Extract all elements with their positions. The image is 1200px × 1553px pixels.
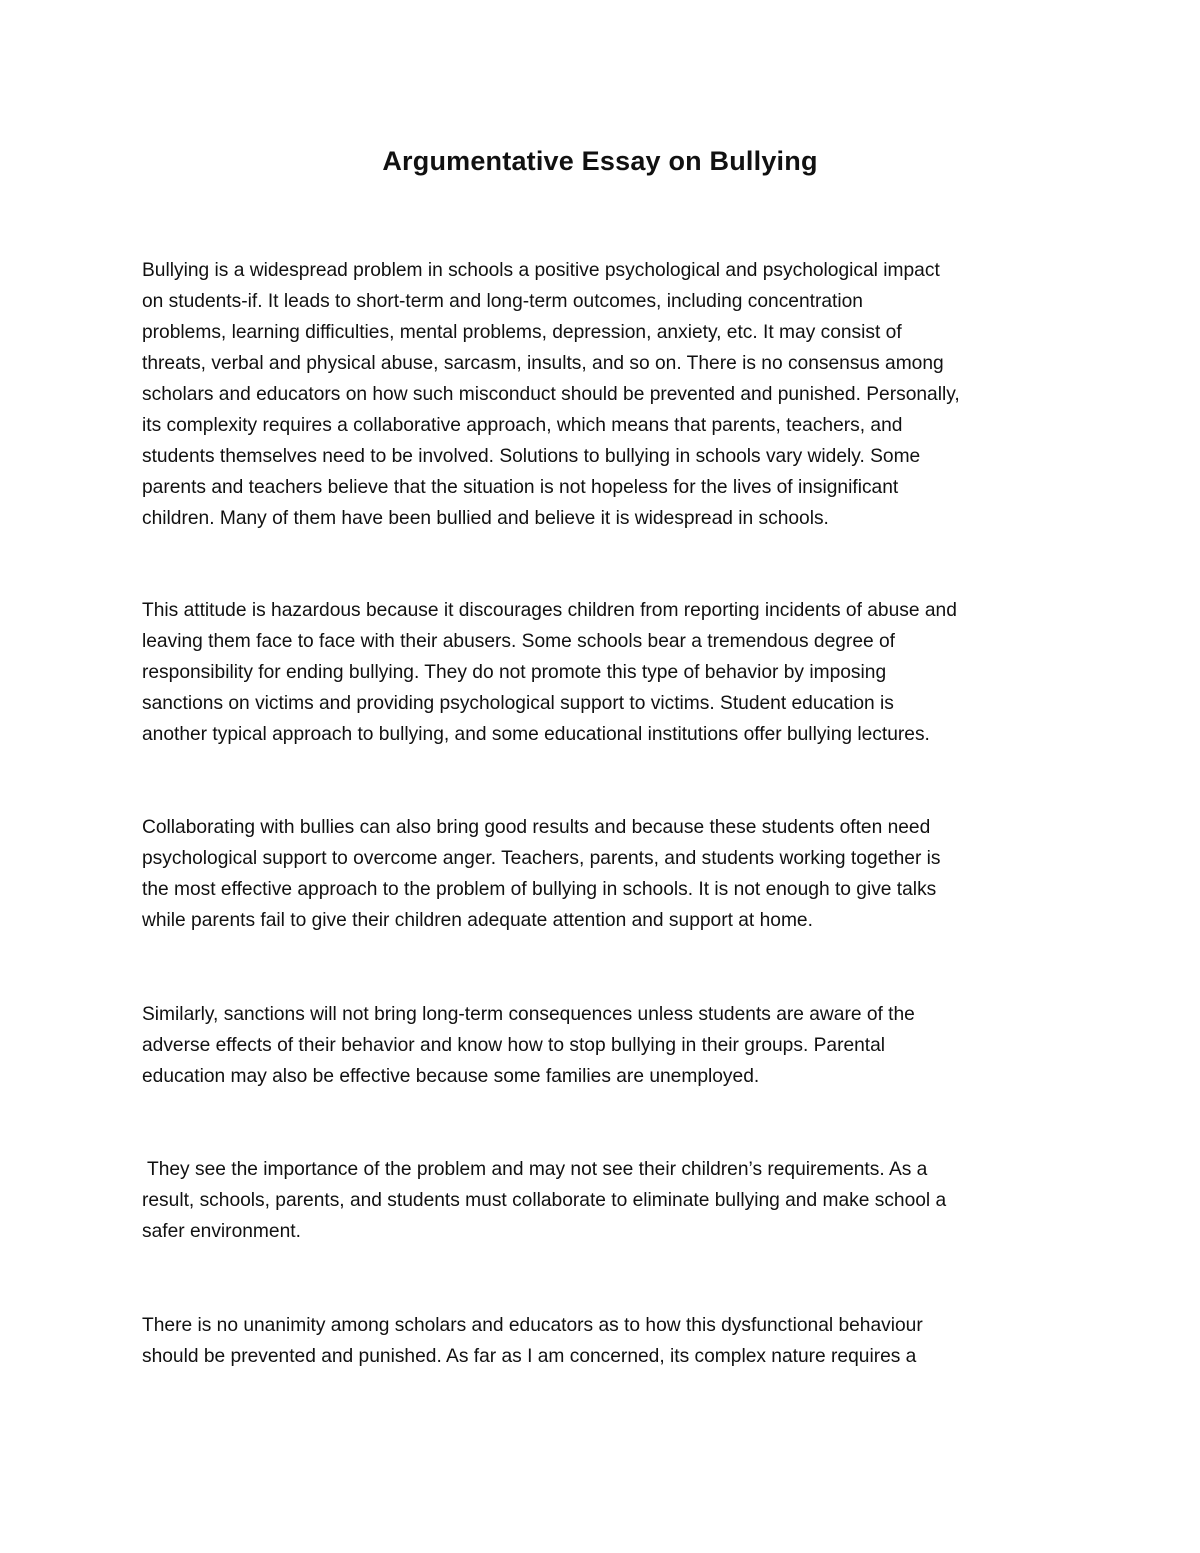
- text-line: adverse effects of their behavior and know how to stop bullying in their groups. Parental: [142, 1035, 886, 1056]
- text-line: another typical approach to bullying, and some educational institutions offer bullying lectures.: [142, 724, 930, 745]
- text-line: leaving them face to face with their abusers. Some schools bear a tremendous degree of: [142, 631, 895, 652]
- text-line: students themselves need to be involved. Solutions to bullying in schools vary widely. Some: [142, 446, 921, 467]
- text-line: should be prevented and punished. As far as I am concerned, its complex nature requires a: [142, 1346, 917, 1367]
- text-line: scholars and educators on how such misconduct should be prevented and punished. Personally,: [142, 384, 960, 405]
- text-line: Similarly, sanctions will not bring long-term consequences unless students are aware of the: [142, 1004, 915, 1025]
- text-line: parents and teachers believe that the situation is not hopeless for the lives of insignificant: [142, 477, 899, 498]
- text-line: children. Many of them have been bullied and believe it is widespread in schools.: [142, 508, 829, 529]
- text-line: problems, learning difficulties, mental problems, depression, anxiety, etc. It may consist of: [142, 322, 902, 343]
- text-line: This attitude is hazardous because it discourages children from reporting incidents of abuse and: [142, 600, 957, 621]
- text-line: sanctions on victims and providing psychological support to victims. Student education is: [142, 693, 894, 714]
- paragraph-1: [142, 255, 1072, 534]
- document-title: Argumentative Essay on Bullying: [382, 146, 818, 176]
- text-line: They see the importance of the problem and may not see their children’s requirements. As a: [142, 1159, 928, 1180]
- paragraph-4: [142, 999, 1072, 1092]
- text-line: Collaborating with bullies can also bring good results and because these students often need: [142, 817, 931, 838]
- text-line: the most effective approach to the problem of bullying in schools. It is not enough to give talks: [142, 879, 937, 900]
- paragraph-2: [142, 595, 1072, 750]
- text-line: responsibility for ending bullying. They do not promote this type of behavior by imposing: [142, 662, 887, 683]
- text-line: psychological support to overcome anger. Teachers, parents, and students working together is: [142, 848, 941, 869]
- text-line: result, schools, parents, and students must collaborate to eliminate bullying and make school a: [142, 1190, 947, 1211]
- paragraph-6: [142, 1310, 1072, 1372]
- text-line: its complexity requires a collaborative approach, which means that parents, teachers, and: [142, 415, 903, 436]
- text-line: while parents fail to give their children adequate attention and support at home.: [142, 910, 813, 931]
- text-line: There is no unanimity among scholars and educators as to how this dysfunctional behaviour: [142, 1315, 923, 1336]
- text-line: threats, verbal and physical abuse, sarcasm, insults, and so on. There is no consensus among: [142, 353, 944, 374]
- paragraph-5: [142, 1154, 1072, 1247]
- text-line: education may also be effective because some families are unemployed.: [142, 1066, 760, 1087]
- paragraph-3: [142, 812, 1072, 936]
- text-line: safer environment.: [142, 1221, 301, 1242]
- text-line: on students-if. It leads to short-term and long-term outcomes, including concentration: [142, 291, 863, 312]
- text-line: Bullying is a widespread problem in schools a positive psychological and psychological impact: [142, 260, 940, 281]
